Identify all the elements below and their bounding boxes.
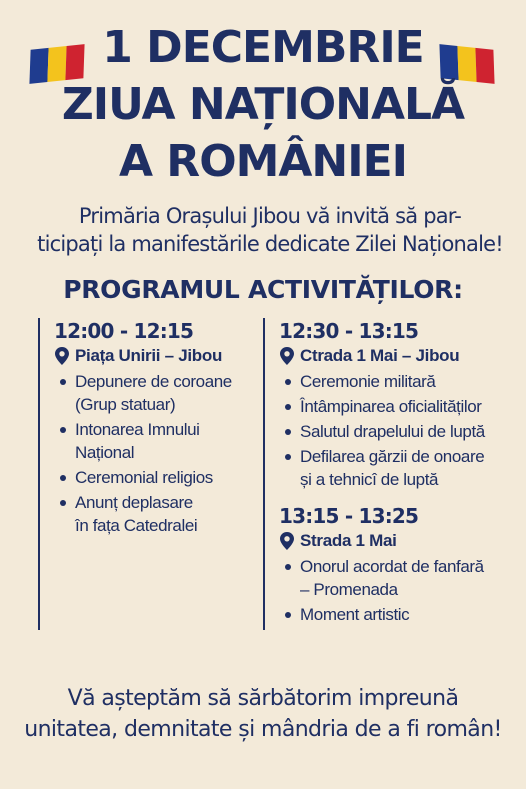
location-pin-icon (279, 347, 295, 365)
time-slot-2 (279, 318, 515, 491)
slot-time: 12:30 - 13:15 (279, 319, 419, 343)
activity-item (54, 491, 252, 537)
activity-item (279, 603, 515, 626)
activity-item-line: Întâmpinarea oficialităților (300, 397, 482, 416)
closing-line-1: Vă așteptăm să sărbătorim impreună (67, 686, 459, 711)
activity-item-line: Ceremonial religios (75, 468, 213, 487)
activity-item-line: Ceremonie militară (300, 372, 436, 391)
bullet-dot-icon (60, 500, 66, 506)
title-line-2: ZIUA NAȚIONALĂ (61, 79, 465, 130)
activity-item-line: Anunț deplasare (75, 493, 193, 512)
closing-message (0, 683, 526, 745)
activity-item-line: – Promenada (300, 580, 398, 599)
slot-location-label: Ctrada 1 Mai – Jibou (300, 346, 460, 365)
activity-item (279, 420, 515, 443)
activity-item-line: Intonarea Imnului (75, 420, 200, 439)
slot-location-label: Strada 1 Mai (300, 531, 397, 550)
activity-item-line: Defilarea gărzii de onoare (300, 447, 485, 466)
bullet-dot-icon (285, 564, 291, 570)
time-slot-3 (279, 503, 515, 626)
activity-list (279, 370, 515, 491)
activity-item-line: Moment artistic (300, 605, 410, 624)
activity-list (279, 555, 515, 626)
bullet-dot-icon (285, 379, 291, 385)
schedule-column-left (38, 318, 252, 630)
invitation-line-2: ticipați la manifestările dedicate Zilei Naționale! (37, 232, 503, 256)
slot-time: 12:00 - 12:15 (54, 319, 194, 343)
activity-item (54, 418, 252, 464)
activity-list (54, 370, 252, 537)
activity-item (54, 466, 252, 489)
activity-item (54, 370, 252, 416)
activity-item (279, 395, 515, 418)
bullet-dot-icon (285, 404, 291, 410)
bullet-dot-icon (60, 427, 66, 433)
activity-item-line: Depunere de coroane (75, 372, 232, 391)
bullet-dot-icon (60, 379, 66, 385)
activity-item-line: (Grup statuar) (75, 395, 176, 414)
slot-time: 13:15 - 13:25 (279, 504, 419, 528)
title-line-3: A ROMÂNIEI (118, 136, 408, 187)
title-line-1: 1 DECEMBRIE (102, 22, 424, 73)
slot-location-label: Piața Unirii – Jibou (75, 346, 223, 365)
time-slot-1 (54, 318, 252, 537)
location-pin-icon (54, 347, 70, 365)
invitation-line-1: Primăria Orașului Jibou vă invită să par- (78, 204, 462, 228)
program-heading: PROGRAMUL ACTIVITĂȚILOR: (63, 275, 463, 304)
activity-item-line: în fața Catedralei (75, 516, 198, 535)
bullet-dot-icon (285, 429, 291, 435)
activity-item-line: și a tehnicî de luptă (300, 470, 439, 489)
invitation-text (30, 202, 510, 258)
bullet-dot-icon (285, 454, 291, 460)
activity-item (279, 370, 515, 393)
schedule-column-right (263, 318, 515, 630)
activity-item (279, 555, 515, 601)
slot-location (279, 529, 515, 553)
activity-item-line: Național (75, 443, 135, 462)
bullet-dot-icon (60, 475, 66, 481)
location-pin-icon (279, 532, 295, 550)
activity-item-line: Salutul drapelului de luptă (300, 422, 485, 441)
activity-item-line: Onorul acordat de fanfară (300, 557, 484, 576)
slot-location (54, 344, 252, 368)
activity-item (279, 445, 515, 491)
closing-line-2: unitatea, demnitate și mândria de a fi român! (24, 717, 502, 742)
slot-location (279, 344, 515, 368)
bullet-dot-icon (285, 612, 291, 618)
